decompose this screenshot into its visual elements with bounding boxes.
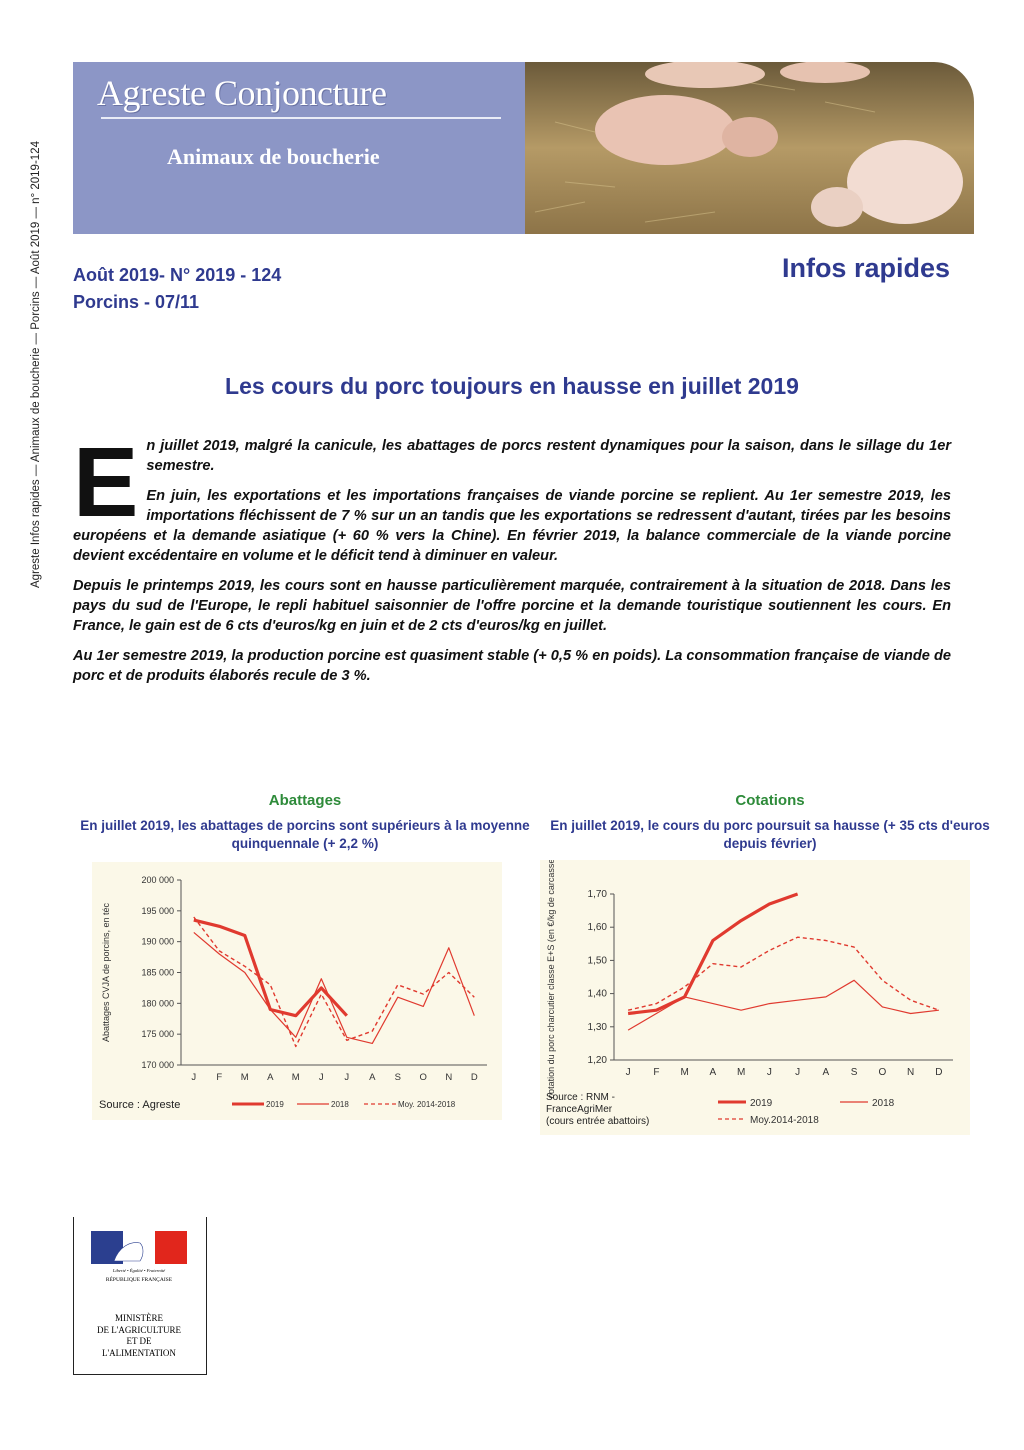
- issue-number: Août 2019- N° 2019 - 124: [73, 265, 282, 285]
- y-tick-label: 200 000: [141, 875, 174, 885]
- x-tick-label: N: [907, 1067, 915, 1078]
- drop-cap: E: [73, 427, 139, 537]
- chart-cotations: [540, 860, 970, 1135]
- chart-panel-abattages: [92, 862, 502, 1120]
- ministry-line-4: L'ALIMENTATION: [102, 1348, 176, 1358]
- x-tick-label: A: [709, 1067, 717, 1078]
- chart-source-line-1: Source : RNM -: [546, 1092, 615, 1103]
- ministry-line-2: DE L'AGRICULTURE: [96, 1325, 182, 1335]
- figure-heading: Cotations: [735, 792, 805, 809]
- series-line-2018: [194, 932, 475, 1043]
- x-tick-label: M: [680, 1067, 689, 1078]
- chart-source: Source : Agreste: [99, 1099, 181, 1111]
- series-line-moy-2014-2018: [628, 937, 939, 1010]
- y-tick-label: 1,70: [587, 889, 607, 900]
- x-tick-label: S: [850, 1067, 858, 1078]
- x-tick-label: J: [191, 1072, 197, 1083]
- x-tick-label: S: [394, 1072, 401, 1083]
- y-tick-label: 175 000: [141, 1029, 174, 1040]
- x-tick-label: O: [878, 1067, 887, 1078]
- x-tick-label: F: [653, 1067, 660, 1078]
- figure-subtitle: En juillet 2019, le cours du porc poursuit sa hausse (+ 35 cts d'euros depuis février): [550, 818, 990, 851]
- x-tick-label: M: [240, 1072, 249, 1083]
- banner-brand-area: [73, 62, 525, 234]
- y-tick-label: 1,50: [587, 955, 607, 967]
- figure-subtitle: En juillet 2019, les abattages de porcins sont supérieurs à la moyenne quinquennale (+ 2,2 %): [80, 818, 530, 851]
- chart-source-line-3: (cours entrée abattoirs): [546, 1116, 650, 1127]
- series-line-2019: [628, 894, 798, 1014]
- page-title: Les cours du porc toujours en hausse en juillet 2019: [225, 373, 799, 399]
- banner-subtitle: Animaux de boucherie: [167, 144, 380, 169]
- legend-label: Moy. 2014-2018: [398, 1100, 456, 1109]
- y-tick-label: 195 000: [141, 905, 174, 916]
- y-axis-label: Abattages CVJA de porcins, en téc: [101, 902, 111, 1043]
- x-tick-label: J: [318, 1072, 324, 1083]
- y-axis-label: cotation du porc charcutier classe E+S (en €/kg de carcasse): [546, 860, 556, 1099]
- sidebar-vertical-text: Agreste Infos rapides — Animaux de boucherie — Porcins — Août 2019 — n° 2019-124: [30, 141, 42, 588]
- series-line-2019: [194, 920, 347, 1016]
- y-tick-label: 1,20: [587, 1055, 607, 1066]
- x-tick-label: J: [795, 1067, 801, 1078]
- x-tick-label: N: [445, 1072, 453, 1083]
- chart-abattages: [92, 862, 502, 1120]
- ministry-line-3: ET DE: [126, 1336, 152, 1346]
- x-tick-label: A: [822, 1067, 830, 1078]
- figure-abattages: [75, 792, 535, 853]
- x-tick-label: F: [216, 1072, 223, 1083]
- y-tick-label: 170 000: [141, 1060, 174, 1070]
- brand-rule: [101, 117, 501, 119]
- figure-heading: Abattages: [268, 792, 342, 809]
- republic-text: RÉPUBLIQUE FRANÇAISE: [105, 1277, 173, 1283]
- x-tick-label: M: [736, 1067, 746, 1078]
- paragraph-3: Depuis le printemps 2019, les cours sont en hausse particulièrement marquée, contrairement à la situation de 2018. Dans les pays du sud de l'Europe, le repli habituel saisonnier de l'offre porcine et la demande touristique soutiennent les cours. En France, le gain est de 6 cts d'euros/kg en juin et de 2 cts d'euros/kg en juillet.: [73, 578, 951, 634]
- y-tick-label: 180 000: [141, 998, 174, 1009]
- legend-label: 2018: [872, 1098, 895, 1109]
- x-tick-label: A: [267, 1072, 274, 1083]
- y-tick-label: 1,30: [587, 1021, 607, 1033]
- x-tick-label: M: [291, 1072, 300, 1083]
- ministry-line-1: MINISTÈRE: [115, 1313, 163, 1323]
- header-banner: [73, 62, 974, 234]
- y-tick-label: 1,60: [587, 922, 607, 934]
- legend-label: 2019: [750, 1098, 773, 1109]
- series-line-moy-2014-2018: [194, 917, 475, 1047]
- legend-label: 2018: [331, 1100, 349, 1109]
- paragraph-1: n juillet 2019, malgré la canicule, les abattages de porcs restent dynamiques pour la saison, dans le sillage du 1er semestre.: [146, 438, 951, 474]
- article-body: [73, 427, 951, 696]
- x-tick-label: J: [344, 1072, 350, 1083]
- y-tick-label: 190 000: [141, 936, 174, 947]
- section-label: Porcins - 07/11: [73, 292, 200, 312]
- chart-source-line-2: FranceAgriMer: [546, 1104, 613, 1115]
- paragraph-2: En juin, les exportations et les importations françaises de viande porcine se replient. Au 1er semestre 2019, les importations fléchissent de 7 % sur un an tandis que les exportations se redressent d'autant, tirées par les besoins européens et la demande asiatique (+ 60 % vers la Chine). En février 2019, la balance commerciale de la viande porcine devient excédentaire en volume et le déficit tend à diminuer en valeur.: [73, 488, 951, 564]
- legend-label: 2019: [266, 1100, 284, 1109]
- figure-cotations: [540, 792, 1000, 853]
- x-tick-label: J: [625, 1067, 631, 1078]
- y-tick-label: 1,40: [587, 988, 607, 1000]
- x-tick-label: J: [766, 1067, 772, 1078]
- x-tick-label: A: [369, 1072, 376, 1083]
- series-label: Infos rapides: [781, 253, 950, 283]
- ministry-logo: [73, 1217, 207, 1375]
- paragraph-4: Au 1er semestre 2019, la production porcine est quasiment stable (+ 0,5 % en poids). La consommation française de viande de porc et de produits élaborés recule de 3 %.: [73, 648, 951, 684]
- chart-panel-cotations: [540, 860, 970, 1135]
- motto-text: Liberté • Égalité • Fraternité: [112, 1268, 166, 1273]
- issue-meta: [73, 262, 281, 316]
- brand-logo-text: Agreste Conjoncture: [97, 73, 387, 113]
- flag-red: [155, 1231, 187, 1264]
- x-tick-label: D: [470, 1072, 478, 1083]
- legend-label: Moy.2014-2018: [750, 1115, 819, 1126]
- pigs-photo: [525, 62, 974, 234]
- x-tick-label: D: [935, 1067, 943, 1078]
- x-tick-label: O: [419, 1072, 427, 1083]
- y-tick-label: 185 000: [141, 967, 174, 978]
